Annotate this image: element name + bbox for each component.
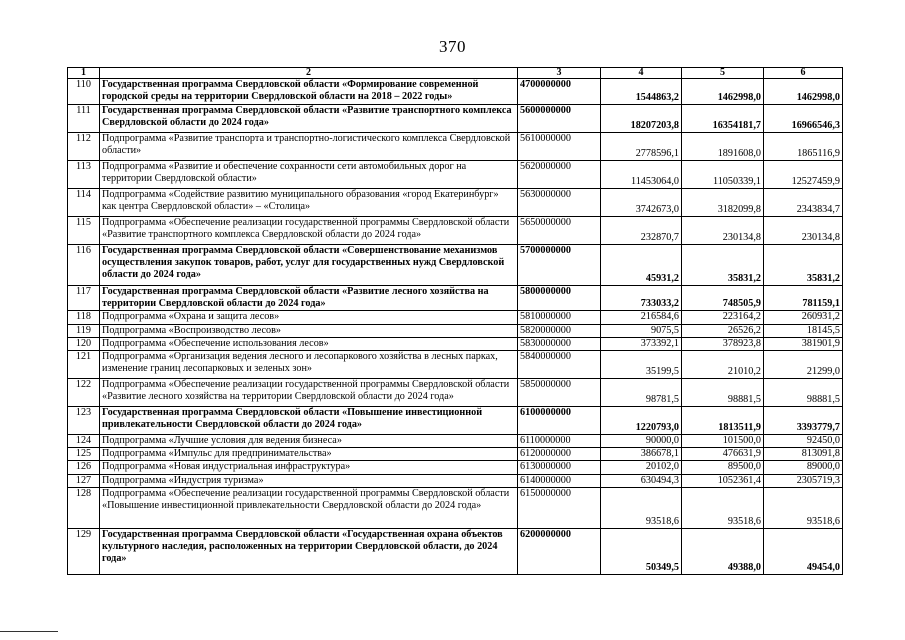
amount-col4: 20102,0 [601, 461, 682, 474]
amount-col5: 230134,8 [682, 217, 764, 245]
table-row [68, 407, 843, 435]
amount-col6: 230134,8 [764, 217, 843, 245]
amount-col6: 89000,0 [764, 461, 843, 474]
table-row [68, 217, 843, 245]
column-header: 4 [601, 68, 682, 79]
table-row [68, 448, 843, 461]
table-row [68, 474, 843, 487]
amount-col5: 3182099,8 [682, 189, 764, 217]
row-title: Подпрограмма «Охрана и защита лесов» [100, 311, 518, 324]
amount-col5: 1052361,4 [682, 474, 764, 487]
row-number: 124 [68, 435, 100, 448]
row-number: 118 [68, 311, 100, 324]
classification-code: 6200000000 [518, 528, 601, 574]
amount-col4: 9075,5 [601, 324, 682, 337]
amount-col5: 89500,0 [682, 461, 764, 474]
row-number: 110 [68, 79, 100, 105]
amount-col6: 381901,9 [764, 337, 843, 350]
amount-col5: 378923,8 [682, 337, 764, 350]
amount-col4: 45931,2 [601, 245, 682, 286]
amount-col4: 2778596,1 [601, 133, 682, 161]
classification-code: 5700000000 [518, 245, 601, 286]
column-header: 1 [68, 68, 100, 79]
amount-col6: 2343834,7 [764, 189, 843, 217]
budget-table [67, 67, 843, 575]
table-row [68, 324, 843, 337]
row-number: 126 [68, 461, 100, 474]
row-number: 119 [68, 324, 100, 337]
row-title: Государственная программа Свердловской области «Развитие транспортного комплекса Свердловской области до 2024 года» [100, 105, 518, 133]
amount-col6: 781159,1 [764, 286, 843, 311]
row-number: 117 [68, 286, 100, 311]
row-number: 111 [68, 105, 100, 133]
amount-col5: 1462998,0 [682, 79, 764, 105]
amount-col6: 1462998,0 [764, 79, 843, 105]
table-row [68, 105, 843, 133]
amount-col5: 16354181,7 [682, 105, 764, 133]
column-header: 3 [518, 68, 601, 79]
amount-col4: 630494,3 [601, 474, 682, 487]
amount-col5: 748505,9 [682, 286, 764, 311]
amount-col6: 813091,8 [764, 448, 843, 461]
amount-col5: 1891608,0 [682, 133, 764, 161]
table-row [68, 351, 843, 379]
amount-col6: 98881,5 [764, 379, 843, 407]
classification-code: 5830000000 [518, 337, 601, 350]
row-title: Государственная программа Свердловской области «Повышение инвестиционной привлекательности Свердловской области до 2024 года» [100, 407, 518, 435]
amount-col4: 11453064,0 [601, 161, 682, 189]
amount-col4: 50349,5 [601, 528, 682, 574]
classification-code: 6110000000 [518, 435, 601, 448]
row-title: Государственная программа Свердловской области «Развитие лесного хозяйства на территории Свердловской области до 2024 года» [100, 286, 518, 311]
amount-col5: 35831,2 [682, 245, 764, 286]
row-title: Подпрограмма «Лучшие условия для ведения бизнеса» [100, 435, 518, 448]
table-row [68, 245, 843, 286]
classification-code: 5800000000 [518, 286, 601, 311]
row-number: 112 [68, 133, 100, 161]
amount-col5: 49388,0 [682, 528, 764, 574]
classification-code: 5630000000 [518, 189, 601, 217]
table-row [68, 337, 843, 350]
amount-col5: 11050339,1 [682, 161, 764, 189]
amount-col5: 1813511,9 [682, 407, 764, 435]
table-row [68, 311, 843, 324]
amount-col4: 3742673,0 [601, 189, 682, 217]
amount-col5: 476631,9 [682, 448, 764, 461]
amount-col6: 3393779,7 [764, 407, 843, 435]
row-number: 120 [68, 337, 100, 350]
table-row [68, 161, 843, 189]
classification-code: 6100000000 [518, 407, 601, 435]
amount-col4: 90000,0 [601, 435, 682, 448]
row-title: Подпрограмма «Обеспечение реализации государственной программы Свердловской области «Повышение инвестиционной привлекательности Свердловской области до 2024 года» [100, 487, 518, 528]
row-title: Подпрограмма «Развитие транспорта и транспортно-логистического комплекса Свердловской области» [100, 133, 518, 161]
amount-col4: 216584,6 [601, 311, 682, 324]
classification-code: 5840000000 [518, 351, 601, 379]
table-row [68, 528, 843, 574]
amount-col6: 93518,6 [764, 487, 843, 528]
classification-code: 5820000000 [518, 324, 601, 337]
row-title: Подпрограмма «Обеспечение использования лесов» [100, 337, 518, 350]
amount-col6: 49454,0 [764, 528, 843, 574]
row-title: Подпрограмма «Развитие и обеспечение сохранности сети автомобильных дорог на территории Свердловской области» [100, 161, 518, 189]
table-row [68, 487, 843, 528]
row-title: Государственная программа Свердловской области «Формирование современной городской среды на территории Свердловской области на 2018 – 2022 годы» [100, 79, 518, 105]
amount-col5: 21010,2 [682, 351, 764, 379]
amount-col4: 373392,1 [601, 337, 682, 350]
amount-col6: 21299,0 [764, 351, 843, 379]
amount-col4: 1220793,0 [601, 407, 682, 435]
amount-col4: 733033,2 [601, 286, 682, 311]
row-number: 129 [68, 528, 100, 574]
amount-col5: 98881,5 [682, 379, 764, 407]
page-number: 370 [439, 37, 466, 56]
table-row [68, 79, 843, 105]
classification-code: 5850000000 [518, 379, 601, 407]
row-title: Подпрограмма «Импульс для предпринимательства» [100, 448, 518, 461]
row-number: 128 [68, 487, 100, 528]
table-header-row [68, 68, 843, 79]
amount-col4: 232870,7 [601, 217, 682, 245]
row-number: 121 [68, 351, 100, 379]
amount-col6: 18145,5 [764, 324, 843, 337]
row-number: 123 [68, 407, 100, 435]
amount-col5: 101500,0 [682, 435, 764, 448]
column-header: 6 [764, 68, 843, 79]
amount-col6: 2305719,3 [764, 474, 843, 487]
table-row [68, 461, 843, 474]
classification-code: 5610000000 [518, 133, 601, 161]
row-number: 125 [68, 448, 100, 461]
row-title: Подпрограмма «Воспроизводство лесов» [100, 324, 518, 337]
amount-col5: 223164,2 [682, 311, 764, 324]
classification-code: 6130000000 [518, 461, 601, 474]
amount-col5: 26526,2 [682, 324, 764, 337]
amount-col6: 260931,2 [764, 311, 843, 324]
row-number: 114 [68, 189, 100, 217]
amount-col4: 93518,6 [601, 487, 682, 528]
table-row [68, 435, 843, 448]
row-title: Государственная программа Свердловской области «Совершенствование механизмов осуществления закупок товаров, работ, услуг для государственных нужд Свердловской области до 2024 года» [100, 245, 518, 286]
row-title: Подпрограмма «Обеспечение реализации государственной программы Свердловской области «Развитие транспортного комплекса Свердловской области до 2024 года» [100, 217, 518, 245]
classification-code: 6140000000 [518, 474, 601, 487]
amount-col4: 386678,1 [601, 448, 682, 461]
amount-col4: 18207203,8 [601, 105, 682, 133]
table-row [68, 133, 843, 161]
row-number: 122 [68, 379, 100, 407]
table-row [68, 286, 843, 311]
amount-col4: 98781,5 [601, 379, 682, 407]
amount-col6: 1865116,9 [764, 133, 843, 161]
amount-col4: 1544863,2 [601, 79, 682, 105]
amount-col5: 93518,6 [682, 487, 764, 528]
row-number: 115 [68, 217, 100, 245]
row-title: Подпрограмма «Обеспечение реализации государственной программы Свердловской области «Развитие лесного хозяйства на территории Свердловской области до 2024 года» [100, 379, 518, 407]
classification-code: 5650000000 [518, 217, 601, 245]
column-header: 2 [100, 68, 518, 79]
row-number: 116 [68, 245, 100, 286]
footer-divider [0, 631, 58, 632]
classification-code: 6120000000 [518, 448, 601, 461]
column-header: 5 [682, 68, 764, 79]
row-title: Государственная программа Свердловской области «Государственная охрана объектов культурного наследия, расположенных на территории Свердловской области, до 2024 года» [100, 528, 518, 574]
row-title: Подпрограмма «Организация ведения лесного и лесопаркового хозяйства в лесных парках, изменение границ лесопарковых и зеленых зон» [100, 351, 518, 379]
amount-col6: 12527459,9 [764, 161, 843, 189]
row-number: 113 [68, 161, 100, 189]
row-number: 127 [68, 474, 100, 487]
amount-col6: 35831,2 [764, 245, 843, 286]
classification-code: 4700000000 [518, 79, 601, 105]
amount-col6: 92450,0 [764, 435, 843, 448]
classification-code: 5810000000 [518, 311, 601, 324]
row-title: Подпрограмма «Индустрия туризма» [100, 474, 518, 487]
classification-code: 5600000000 [518, 105, 601, 133]
amount-col6: 16966546,3 [764, 105, 843, 133]
table-row [68, 379, 843, 407]
table-row [68, 189, 843, 217]
classification-code: 5620000000 [518, 161, 601, 189]
row-title: Подпрограмма «Содействие развитию муниципального образования «город Екатеринбург» как центра Свердловской области» – «Столица» [100, 189, 518, 217]
row-title: Подпрограмма «Новая индустриальная инфраструктура» [100, 461, 518, 474]
classification-code: 6150000000 [518, 487, 601, 528]
amount-col4: 35199,5 [601, 351, 682, 379]
